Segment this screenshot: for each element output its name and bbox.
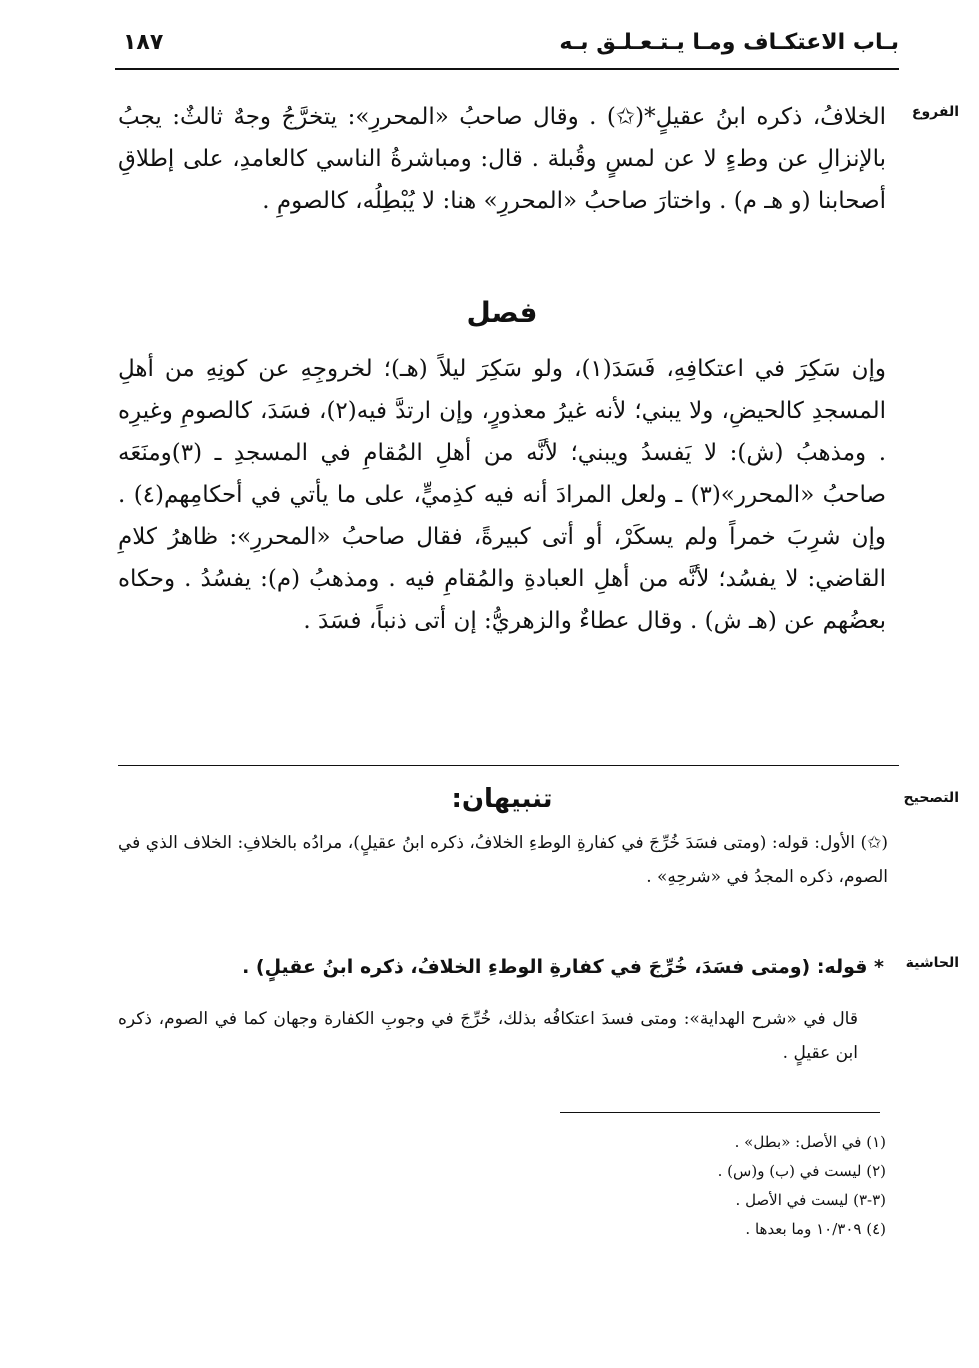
footnote-1: (١) في الأصل: «بطل» . [734,1133,886,1151]
chapter-title: بـاب الاعتكـاف ومـا يـتـعـلـق بـه [559,30,899,55]
section-title: فصل [466,296,538,329]
furu-paragraph-1-body: يتخرَّجُ وجهٌ ثالثٌ: يجبُ بالإنزالِ عن وطءٍ لا عن لمسٍ وقُبلة . قال: ومباشرةُ الناسي كالعامدِ، على إطلاقِ أصحابنا (و هـ م) . واختارَ صاحبُ «المحررِ» هنا: لا يُبْطِلُه، كالصومِ . [118,104,886,214]
tanbihat-text: (✩) الأول: قوله: (ومتى فسَدَ خُرِّجَ في كفارةِ الوطءِ الخلافُ، ذكره ابنُ عقيلٍ)، مرادُه بالخلافِ: الخلاف الذي في الصوم، ذكره المجدُ في «شرحِهِ» . [118,833,888,887]
section-divider [118,765,899,766]
footnote-divider [560,1112,880,1113]
hashiya-heading: * قوله: (ومتى فسَدَ، خُرِّجَ في كفارةِ الوطءِ الخلافُ، ذكره ابنُ عقيلٍ) . [242,956,884,978]
header-rule [115,68,899,70]
furu-paragraph-1-lead: الخلافُ، ذكره ابنُ عقيلٍ*(✩) . وقال صاحبُ «المحررِ»: [337,104,886,130]
page-header [115,30,899,66]
footnote-4: (٤) ١٠/٣٠٩ وما بعدها . [745,1220,886,1238]
furu-paragraph-1 [118,96,886,222]
label-furu: الفروع [911,104,959,120]
footnote-3: (٣-٣) ليست في الأصل . [735,1191,886,1209]
hashiya-text: قال في «شرح الهداية»: ومتى فسدَ اعتكافُه بذلك، خُرِّجَ في وجوبِ الكفارة وجهان كما في الصوم، ذكره ابن عقيلٍ . [118,1009,858,1063]
tanbihat-title: تنبيهان: [451,784,553,814]
footnotes [500,1128,886,1244]
label-hashiya: الحاشية [905,955,959,971]
label-tashih: التصحيح [903,790,959,806]
page-number: ١٨٧ [123,30,164,55]
footnote-2: (٢) ليست في (ب) و(س) . [717,1162,886,1180]
furu-paragraph-2: وإن سَكِرَ في اعتكافِهِ، فَسَدَ(١)، ولو سَكِرَ ليلاً (هـ)؛ لخروجِهِ عن كونِهِ من أهلِ المسجدِ كالحيضِ، ولا يبني؛ لأنه غيرُ معذورٍ، وإن ارتدَّ فيه(٢)، فسَدَ، كالصومِ وغيرِه . ومذهبُ (ش): لا يَفسدُ ويبني؛ لأنَّه من أهلِ المُقامِ في المسجدِ ـ (٣)ومنَعَه صاحبُ «المحرر»(٣) ـ ولعل المرادَ أنه فيه كذِميٍّ، على ما يأتي في أحكامِهم(٤) . وإن شرِبَ خمراً ولم يسكَرْ، أو أتى كبيرةً، فقال صاحبُ «المحررِ»: ظاهرُ كلامِ القاضي: لا يفسُد؛ لأنَّه من أهلِ العبادةِ والمُقامِ فيه . ومذهبُ (م): يفسُدُ . وحكاه بعضُهم عن (هـ ش) . وقال عطاءٌ والزهريُّ: إن أتى ذنباً، فسَدَ . [118,356,886,634]
